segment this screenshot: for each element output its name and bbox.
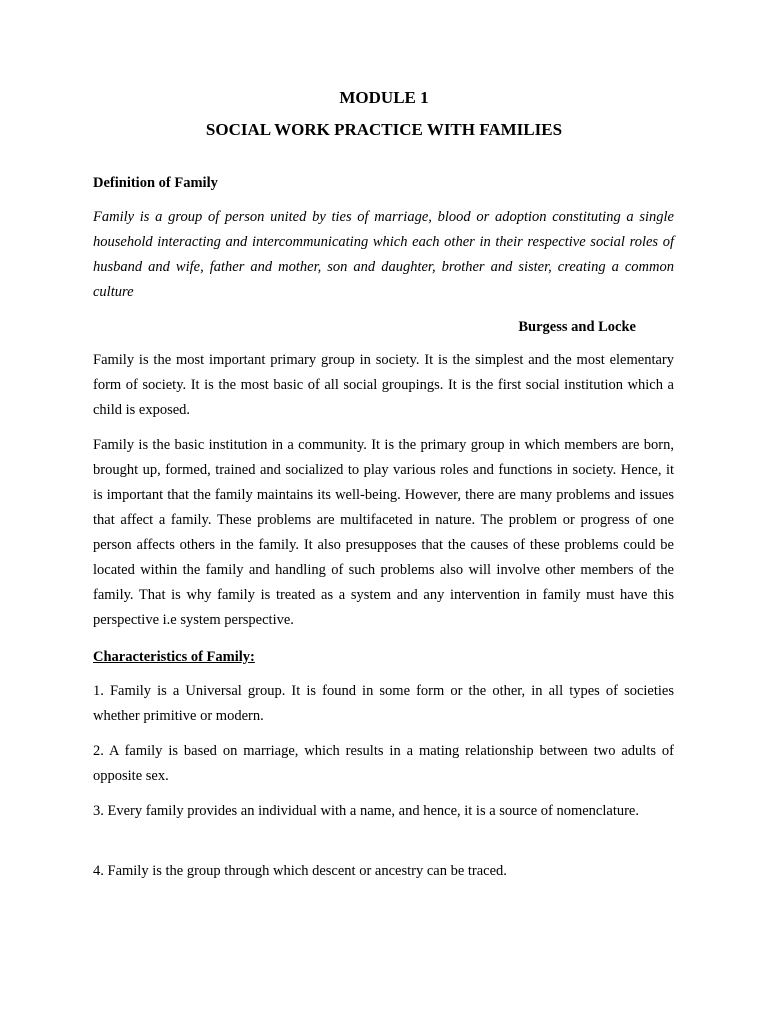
- page-title: SOCIAL WORK PRACTICE WITH FAMILIES: [205, 120, 563, 139]
- paragraph-basic-institution: Family is the basic institution in a community. It is the primary group in which members are born, brought up, formed, trained and socialized to play various roles and functions in society. Hence, it is important that the family maintains its well-being. However, there are many problems and issues that affect a family. These problems are multifaceted in nature. The problem or progress of one person affects others in the family. It also presupposes that the causes of these problems could be located within the family and handling of such problems also will involve other members of the family. That is why family is treated as a system and any intervention in family must have this perspective i.e system perspective.: [93, 437, 674, 628]
- list-item: 3. Every family provides an individual with a name, and hence, it is a source of nomenclature.: [93, 803, 639, 819]
- definition-heading: Definition of Family: [93, 175, 218, 191]
- paragraph-primary-group: Family is the most important primary group in society. It is the simplest and the most elementary form of society. It is the most basic of all social groupings. It is the first social institution which a child is exposed.: [93, 352, 674, 418]
- definition-quote: Family is a group of person united by ties of marriage, blood or adoption constituting a single household interacting and intercommunicating which each other in their respective social roles of husband and wife, father and mother, son and daughter, brother and sister, creating a common culture: [93, 209, 674, 300]
- list-item: 4. Family is the group through which descent or ancestry can be traced.: [93, 863, 507, 879]
- characteristics-heading: Characteristics of Family:: [93, 649, 255, 665]
- module-label: MODULE 1: [339, 88, 429, 107]
- list-item: 2. A family is based on marriage, which results in a mating relationship between two adults of opposite sex.: [93, 743, 674, 784]
- quote-attribution: Burgess and Locke: [518, 319, 636, 335]
- list-item: 1. Family is a Universal group. It is found in some form or the other, in all types of societies whether primitive or modern.: [93, 683, 674, 724]
